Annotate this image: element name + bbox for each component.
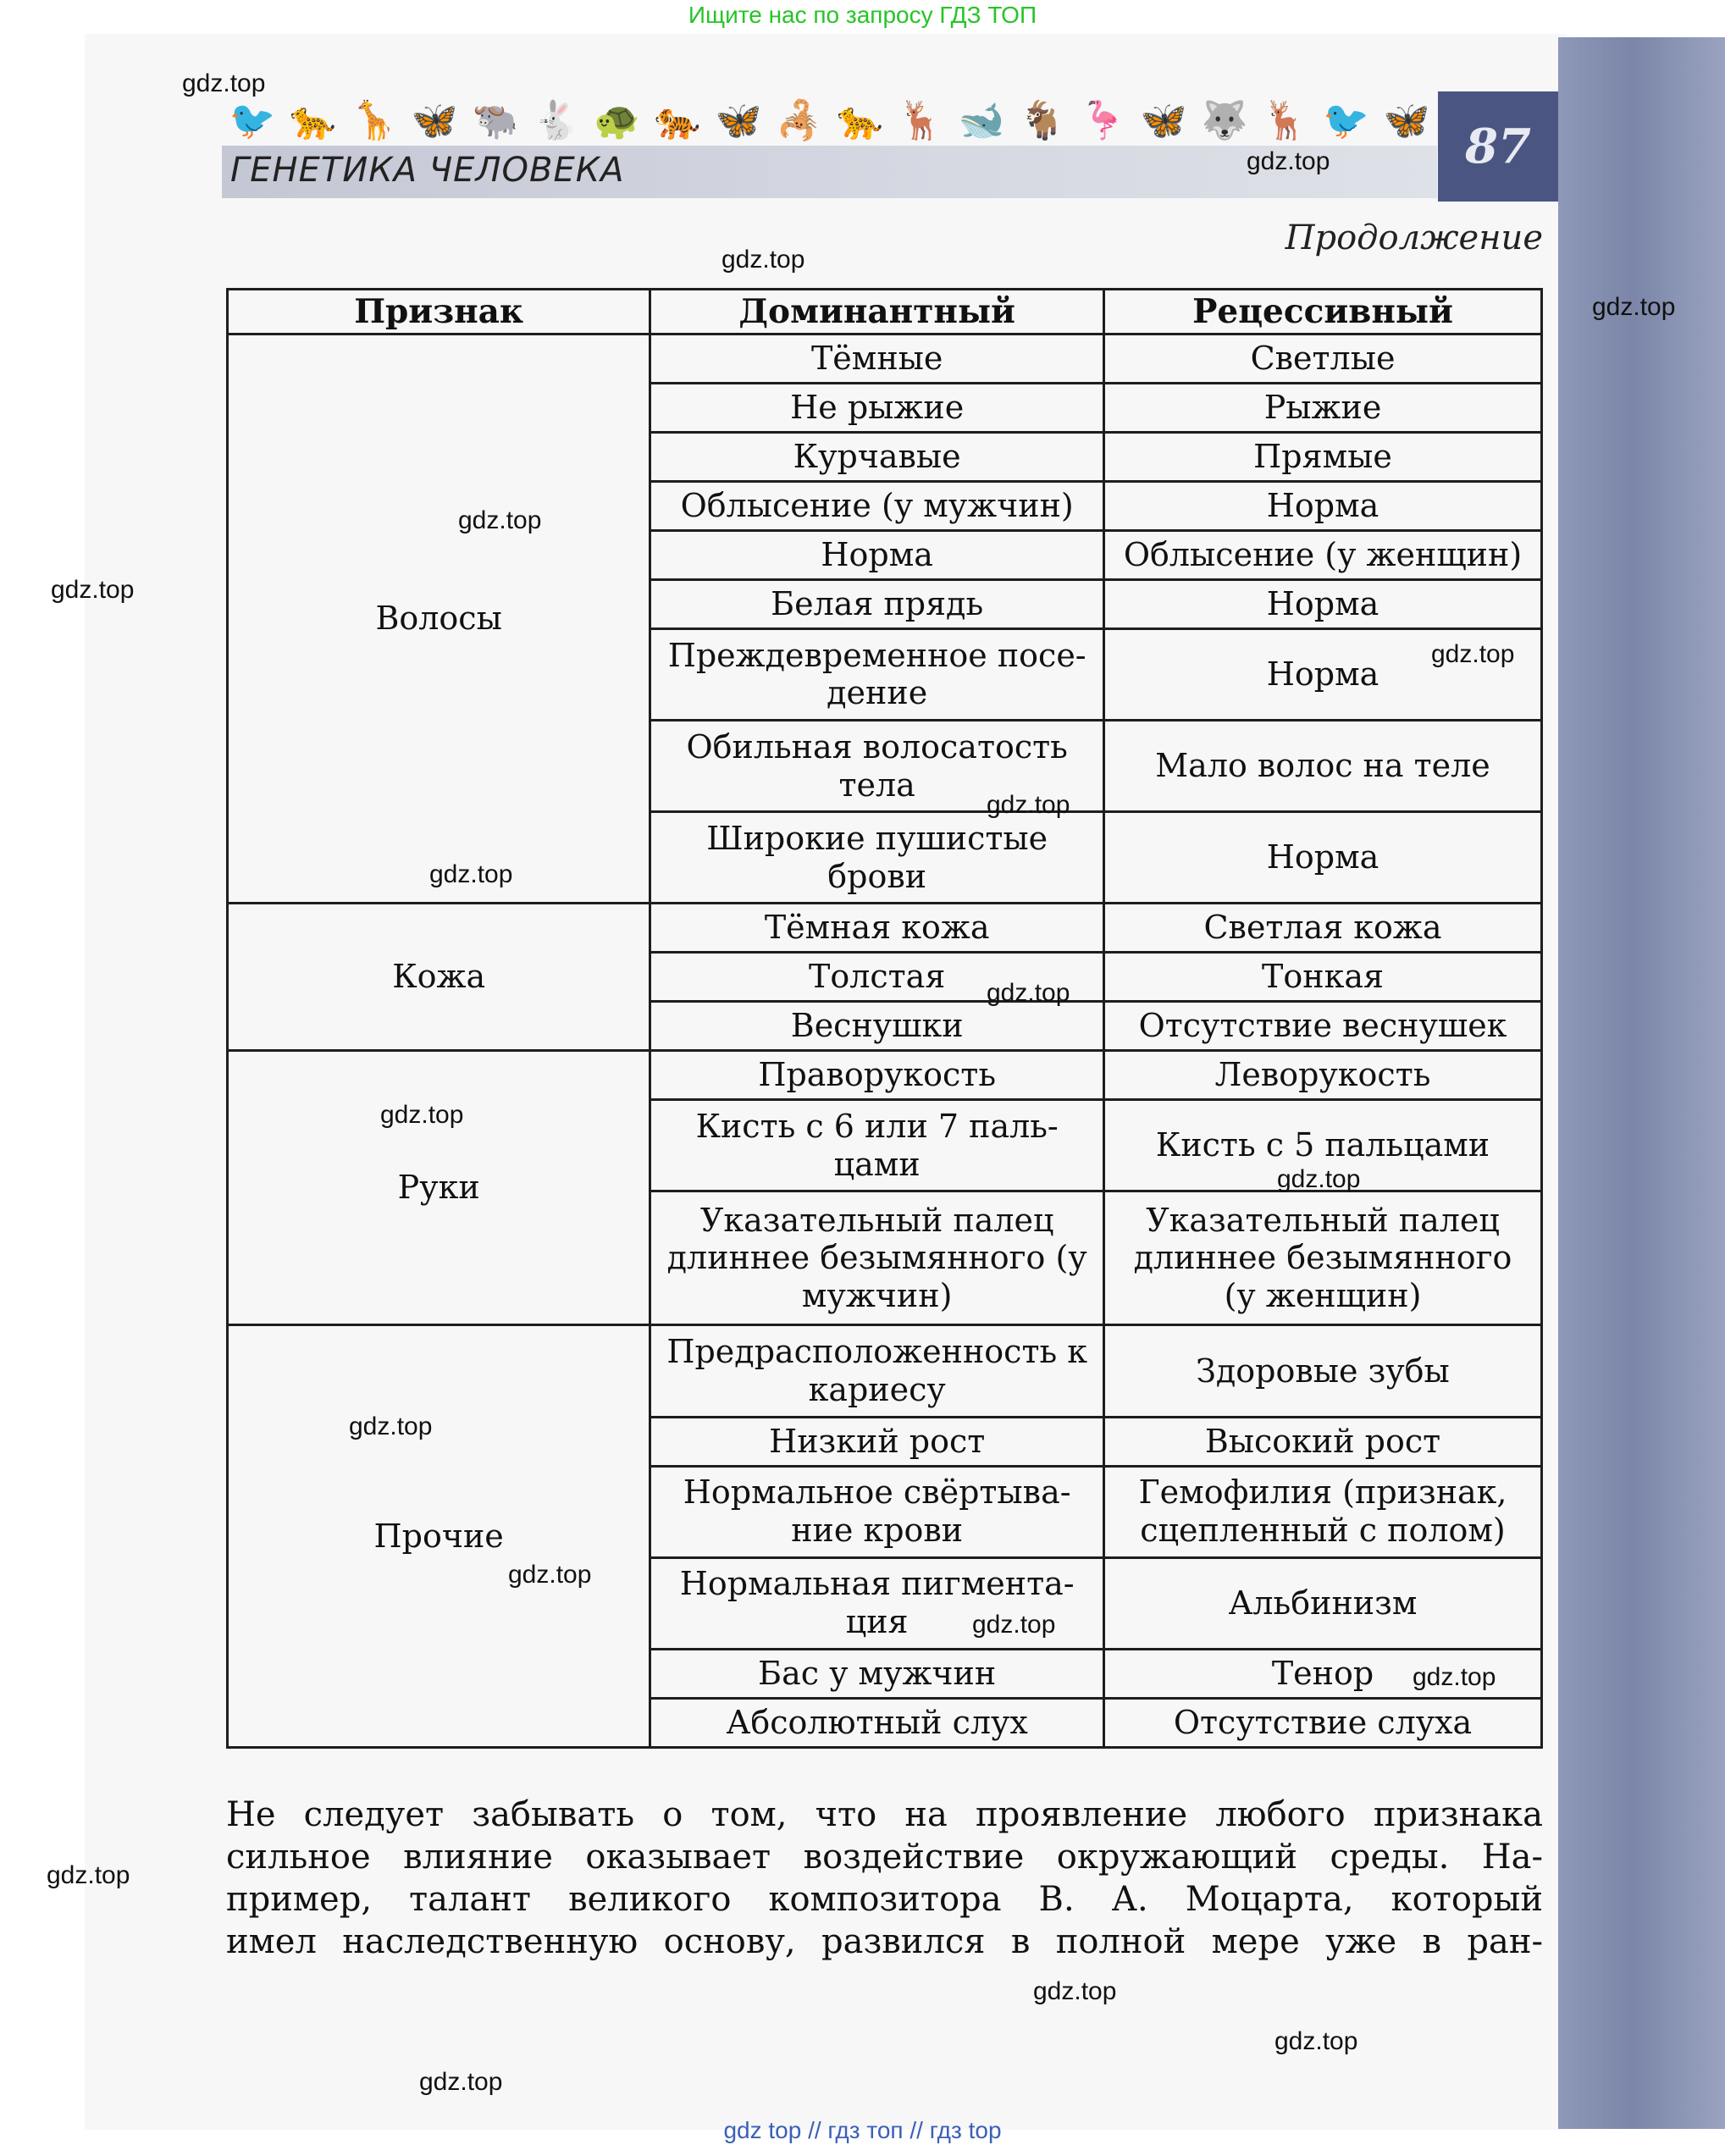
animal-silhouette-icon: 🦌 bbox=[1262, 99, 1309, 142]
dominant-cell: Обильная волосатость тела bbox=[650, 720, 1104, 811]
watermark-label: gdz.top bbox=[987, 791, 1070, 819]
recessive-cell: Норма bbox=[1104, 812, 1542, 904]
watermark-label: gdz.top bbox=[972, 1611, 1056, 1639]
dominant-cell: Бас у мужчин bbox=[650, 1649, 1104, 1698]
recessive-cell: Норма bbox=[1104, 579, 1542, 628]
recessive-cell: Светлые bbox=[1104, 334, 1542, 384]
animal-silhouette-icon: 🦌 bbox=[897, 99, 944, 142]
table-row bbox=[228, 1325, 1542, 1417]
dominant-cell: Нормальное свёртыва-ние крови bbox=[650, 1466, 1104, 1557]
recessive-cell: Гемофилия (признак, сцепленный с полом) bbox=[1104, 1466, 1542, 1557]
paragraph-line: имел наследственную основу, развился в полной мере уже в ран- bbox=[226, 1922, 1543, 1961]
dominant-cell: Белая прядь bbox=[650, 579, 1104, 628]
watermark-label: gdz.top bbox=[51, 576, 135, 604]
watermark-label: gdz.top bbox=[1431, 640, 1515, 668]
recessive-cell: Облысение (у женщин) bbox=[1104, 530, 1542, 579]
animal-silhouette-icon: 🐦 bbox=[1322, 99, 1369, 142]
watermark-label: gdz.top bbox=[429, 860, 513, 888]
dominant-cell: Праворукость bbox=[650, 1051, 1104, 1100]
recessive-cell: Кисть с 5 пальцами bbox=[1104, 1100, 1542, 1191]
dominant-cell: Нормальная пигмента-ция bbox=[650, 1557, 1104, 1649]
recessive-cell: Отсутствие слуха bbox=[1104, 1698, 1542, 1747]
dominant-cell: Низкий рост bbox=[650, 1417, 1104, 1466]
animal-silhouette-icon: 🦋 bbox=[1383, 99, 1430, 142]
header-trait: Признак bbox=[228, 290, 650, 334]
recessive-cell: Прямые bbox=[1104, 432, 1542, 481]
recessive-cell: Высокий рост bbox=[1104, 1417, 1542, 1466]
watermark-label: gdz.top bbox=[182, 69, 266, 97]
animal-silhouette-icon: 🦂 bbox=[776, 99, 823, 142]
dominant-cell: Тёмные bbox=[650, 334, 1104, 384]
recessive-cell: Указательный палец длиннее безымянного (у женщин) bbox=[1104, 1191, 1542, 1325]
watermark-label: gdz.top bbox=[458, 506, 542, 534]
watermark-label: gdz.top bbox=[1274, 2027, 1358, 2055]
watermark-label: gdz.top bbox=[1592, 293, 1676, 321]
recessive-cell: Альбинизм bbox=[1104, 1557, 1542, 1649]
dominant-cell: Указательный палец длиннее безымянного (у мужчин) bbox=[650, 1191, 1104, 1325]
top-search-hint[interactable]: Ищите нас по запросу ГДЗ ТОП bbox=[688, 2, 1037, 28]
body-paragraph bbox=[226, 1794, 1543, 1963]
paragraph-line: пример, талант великого композитора В. А. Моцарта, который bbox=[226, 1880, 1543, 1919]
dominant-cell: Широкие пушистые брови bbox=[650, 812, 1104, 904]
animal-silhouette-icon: 🦋 bbox=[715, 99, 762, 142]
animal-silhouette-icon: 🐢 bbox=[593, 99, 640, 142]
trait-group-0: Волосы bbox=[228, 334, 650, 904]
animal-silhouette-icon: 🦩 bbox=[1079, 99, 1126, 142]
page-edge-shadow bbox=[1558, 37, 1725, 2129]
dominant-cell: Толстая bbox=[650, 953, 1104, 1002]
dominant-cell: Норма bbox=[650, 530, 1104, 579]
watermark-label: gdz.top bbox=[1277, 1165, 1361, 1193]
watermark-label: gdz.top bbox=[349, 1412, 433, 1440]
animal-silhouette-icon: 🐆 bbox=[290, 99, 337, 142]
animal-silhouette-icon: 🐃 bbox=[472, 99, 519, 142]
trait-group-2: Руки bbox=[228, 1051, 650, 1325]
animal-silhouette-icon: 🐆 bbox=[836, 99, 883, 142]
table-row bbox=[228, 334, 1542, 384]
dominant-cell: Преждевременное посе-дение bbox=[650, 628, 1104, 720]
watermark-label: gdz.top bbox=[1247, 147, 1330, 175]
paragraph-line: сильное влияние оказывает воздействие окружающий среды. На- bbox=[226, 1838, 1543, 1877]
dominant-cell: Веснушки bbox=[650, 1002, 1104, 1051]
dominant-cell: Абсолютный слух bbox=[650, 1698, 1104, 1747]
header-recessive: Рецессивный bbox=[1104, 290, 1542, 334]
dominant-cell: Не рыжие bbox=[650, 383, 1104, 432]
dominant-cell: Предрасположенность к кариесу bbox=[650, 1325, 1104, 1417]
animal-silhouette-icon: 🐐 bbox=[1019, 99, 1066, 142]
recessive-cell: Тонкая bbox=[1104, 953, 1542, 1002]
recessive-cell: Норма bbox=[1104, 481, 1542, 530]
table-row bbox=[228, 1051, 1542, 1100]
watermark-label: gdz.top bbox=[47, 1861, 130, 1889]
watermark-label: gdz.top bbox=[380, 1101, 464, 1129]
dominant-cell: Тёмная кожа bbox=[650, 904, 1104, 953]
recessive-cell: Здоровые зубы bbox=[1104, 1325, 1542, 1417]
continuation-label: Продолжение bbox=[1285, 218, 1543, 257]
animal-silhouette-icon: 🐦 bbox=[229, 99, 276, 142]
watermark-label: gdz.top bbox=[722, 246, 805, 274]
recessive-cell: Тенор bbox=[1104, 1649, 1542, 1698]
animal-silhouette-icon: 🦋 bbox=[1140, 99, 1187, 142]
trait-group-3: Прочие bbox=[228, 1325, 650, 1748]
animal-silhouette-icon: 🐋 bbox=[958, 99, 1005, 142]
page-number: 87 bbox=[1438, 91, 1558, 202]
watermark-label: gdz.top bbox=[419, 2068, 503, 2096]
recessive-cell: Мало волос на теле bbox=[1104, 720, 1542, 811]
animal-silhouette-icon: 🦋 bbox=[411, 99, 458, 142]
watermark-label: gdz.top bbox=[508, 1561, 592, 1589]
trait-group-1: Кожа bbox=[228, 904, 650, 1051]
bottom-links[interactable]: gdz top // гдз топ // гдз top bbox=[723, 2117, 1002, 2143]
paragraph-line: Не следует забывать о том, что на проявление любого признака bbox=[226, 1795, 1543, 1834]
watermark-label: gdz.top bbox=[1033, 1977, 1117, 2005]
animal-silhouette-icon: 🐺 bbox=[1201, 99, 1248, 142]
recessive-cell: Светлая кожа bbox=[1104, 904, 1542, 953]
dominant-cell: Облысение (у мужчин) bbox=[650, 481, 1104, 530]
watermark-label: gdz.top bbox=[1413, 1663, 1496, 1691]
section-title: ГЕНЕТИКА ЧЕЛОВЕКА bbox=[230, 151, 625, 190]
animal-banner bbox=[222, 91, 1437, 149]
dominant-cell: Курчавые bbox=[650, 432, 1104, 481]
watermark-label: gdz.top bbox=[987, 979, 1070, 1007]
dominant-cell: Кисть с 6 или 7 паль-цами bbox=[650, 1100, 1104, 1191]
recessive-cell: Норма bbox=[1104, 628, 1542, 720]
recessive-cell: Отсутствие веснушек bbox=[1104, 1002, 1542, 1051]
recessive-cell: Леворукость bbox=[1104, 1051, 1542, 1100]
table-header-row bbox=[228, 290, 1542, 334]
recessive-cell: Рыжие bbox=[1104, 383, 1542, 432]
table-row bbox=[228, 904, 1542, 953]
animal-silhouette-icon: 🐇 bbox=[533, 99, 580, 142]
header-dominant: Доминантный bbox=[650, 290, 1104, 334]
animal-silhouette-icon: 🐅 bbox=[654, 99, 701, 142]
animal-silhouette-icon: 🦒 bbox=[350, 99, 397, 142]
traits-table bbox=[226, 288, 1543, 1749]
